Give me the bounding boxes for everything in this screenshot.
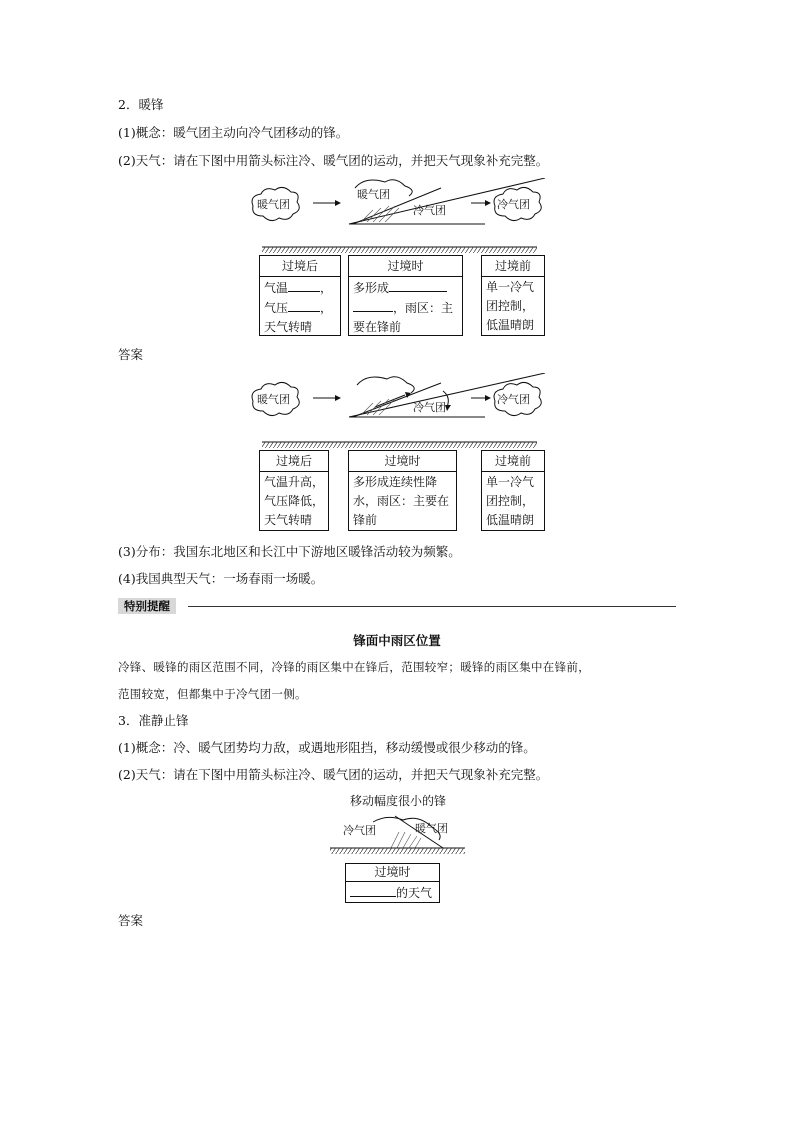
box-during-passage [348, 255, 463, 336]
text-line: 气压降低， [264, 494, 325, 508]
weather-instruction: (2)天气：请在下图中用箭头标注冷、暖气团的运动，并把天气现象补充完整。 [118, 767, 549, 782]
ground-hatch [262, 241, 537, 248]
text-line: 气温升高， [264, 475, 325, 489]
blank-field[interactable] [353, 298, 393, 312]
typical-weather-line: (4)我国典型天气：一场春雨一场暖。 [118, 571, 324, 586]
box-body [346, 882, 439, 903]
text-line: 低温晴朗 [486, 513, 535, 527]
ground-hatch [262, 436, 537, 443]
right-air-label: 冷气团 [497, 198, 530, 211]
box-stationary-passage [345, 863, 440, 903]
box-title: 过境时 [349, 451, 456, 472]
text-line: ，雨区：主 [393, 301, 454, 315]
text-line: 水，雨区：主要在 [353, 494, 450, 508]
box-title: 过境时 [346, 864, 439, 882]
stationary-front-diagram [325, 792, 470, 862]
tip-text: 范围较宽，但都集中于冷气团一侧。 [118, 687, 307, 701]
box-body [482, 277, 544, 335]
box-title: 过境前 [482, 451, 544, 472]
text-line: 锋前 [353, 513, 378, 527]
text-line: 多形成 [353, 281, 390, 295]
distribution-line: (3)分布：我国东北地区和长江中下游地区暖锋活动较为频繁。 [118, 544, 461, 559]
box-during-passage-answer [348, 450, 457, 531]
text-line: 的天气 [396, 886, 433, 900]
box-body [260, 472, 328, 530]
text-line: 团控制， [486, 299, 535, 313]
box-title: 过境后 [260, 256, 340, 277]
box-title: 过境时 [349, 256, 462, 277]
answer-label: 答案 [118, 347, 144, 362]
text-line: 多形成连续性降 [353, 475, 438, 489]
box-body [349, 472, 456, 530]
tip-title: 锋面中雨区位置 [353, 633, 441, 648]
answer-label: 答案 [118, 913, 144, 928]
concept-line: (1)概念：冷、暖气团势均力敌，或遇地形阻挡，移动缓慢或很少移动的锋。 [118, 740, 536, 755]
concept-line: (1)概念：暖气团主动向冷气团移动的锋。 [118, 125, 349, 140]
tip-divider [188, 606, 676, 607]
text-line: 团控制， [486, 494, 535, 508]
weather-instruction: (2)天气：请在下图中用箭头标注冷、暖气团的运动，并把天气现象补充完整。 [118, 153, 549, 168]
box-title: 过境前 [482, 256, 544, 277]
blank-field[interactable] [288, 278, 320, 292]
warm-front-answer-diagram [245, 373, 555, 433]
box-body [349, 277, 462, 337]
text-line: 天气转晴 [264, 513, 313, 527]
text-line: 气温 [264, 281, 289, 295]
section-heading: 3．准静止锋 [118, 713, 189, 728]
mid-air-label: 冷气团 [413, 401, 446, 414]
text-line: 要在锋前 [353, 320, 402, 334]
box-before-passage-answer [481, 450, 545, 531]
cold-air-label: 冷气团 [343, 824, 376, 837]
tip-tag: 特别提醒 [118, 598, 176, 614]
blank-field[interactable] [288, 298, 320, 312]
blank-field[interactable] [350, 883, 396, 897]
warm-air-label: 暖气团 [415, 822, 448, 835]
mid-air-label: 冷气团 [413, 204, 446, 217]
box-before-passage [481, 255, 545, 336]
section-heading: 2．暖锋 [118, 97, 164, 112]
text-line: 单一冷气 [486, 280, 535, 294]
box-after-passage-answer [259, 450, 329, 531]
right-air-label: 冷气团 [497, 393, 530, 406]
text-line: 气压 [264, 301, 289, 315]
box-title: 过境后 [260, 451, 328, 472]
text-line: 低温晴朗 [486, 318, 535, 332]
box-after-passage [259, 255, 341, 336]
box-body [482, 472, 544, 530]
text-line: 天气转晴 [264, 320, 313, 334]
text-line: ， [320, 281, 333, 295]
tip-text: 冷锋、暖锋的雨区范围不同，冷锋的雨区集中在锋后，范围较窄；暖锋的雨区集中在锋前， [118, 660, 590, 674]
blank-field[interactable] [389, 278, 447, 292]
left-air-label: 暖气团 [257, 393, 290, 406]
left-air-label: 暖气团 [257, 198, 290, 211]
text-line: ， [320, 301, 333, 315]
text-line: 单一冷气 [486, 475, 535, 489]
box-body [260, 277, 340, 337]
top-air-label: 暖气团 [357, 188, 390, 201]
diagram-caption: 移动幅度很小的锋 [350, 794, 447, 808]
